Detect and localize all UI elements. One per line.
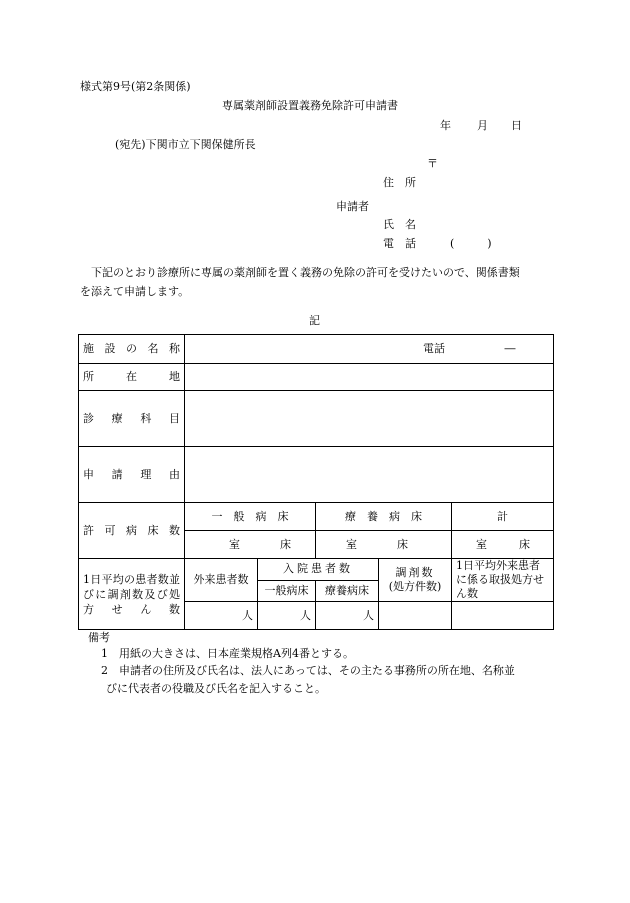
outpatients-unit: 人: [242, 608, 253, 622]
inpatients-header: 入院患者数: [258, 559, 379, 581]
name-label: 氏 名: [383, 218, 416, 231]
date-month: 月: [477, 119, 488, 132]
ki-heading: 記: [309, 314, 320, 327]
care-beds-header: 療 養 病 床: [316, 503, 452, 531]
body-text-line1: 下記のとおり診療所に専属の薬剤師を置く義務の免除の許可を受けたいので、関係書類: [91, 266, 520, 279]
total-beds-header: 計: [452, 503, 554, 531]
addressee: (宛先)下関市立下関保健所長: [115, 138, 256, 151]
facility-phone-label: 電話: [423, 342, 445, 355]
postal-mark: 〒: [427, 157, 438, 170]
general-ward-header: 一般病床: [258, 580, 316, 602]
row-departments: [79, 391, 554, 447]
applicant-label: 申請者: [336, 200, 369, 213]
care-ward-field[interactable]: [316, 602, 379, 630]
notes-heading: 備考: [88, 631, 110, 644]
form-number: 様式第9号(第2条関係): [80, 80, 191, 93]
total-beds-field[interactable]: [452, 531, 554, 559]
facility-name-field[interactable]: [185, 335, 554, 364]
location-label: 所在地: [79, 364, 185, 391]
prescriptions-field[interactable]: [452, 602, 554, 630]
care-beds-field[interactable]: [316, 531, 452, 559]
date-year: 年: [440, 119, 451, 132]
general-beds-field[interactable]: [185, 531, 316, 559]
beds-label: 許可病床数: [79, 503, 185, 559]
general-beds-header: 一 般 病 床: [185, 503, 316, 531]
reason-label: 申請理由: [79, 447, 185, 503]
dispensing-header: [379, 559, 452, 602]
note-2-line1: 2 申請者の住所及び氏名は、法人にあっては、その主たる事務所の所在地、名称並: [101, 664, 515, 677]
general-ward-unit: 人: [300, 608, 311, 622]
general-room-unit: 室: [229, 537, 240, 551]
phone-label: 電 話: [383, 237, 416, 250]
care-ward-header: 療養病床: [316, 580, 379, 602]
dispensing-line1: 調剤数: [395, 566, 435, 579]
patients-label: 1日平均の患者数並びに調剤数及び処方せん数: [79, 559, 185, 630]
outpatients-field[interactable]: [185, 602, 258, 630]
general-bed-unit: 床: [280, 537, 291, 551]
reason-field[interactable]: [185, 447, 554, 503]
phone-parentheses: ( ): [450, 237, 492, 250]
application-table: [78, 334, 554, 630]
departments-field[interactable]: [185, 391, 554, 447]
note-1: 1 用紙の大きさは、日本産業規格A列4番とする。: [101, 647, 354, 660]
row-reason: [79, 447, 554, 503]
date-day: 日: [511, 119, 522, 132]
prescriptions-header: 1日平均外来患者に係る取扱処方せん数: [452, 559, 554, 602]
row-beds-header: [79, 503, 554, 531]
row-patients-header-1: [79, 559, 554, 581]
facility-phone-dash: ―: [504, 342, 516, 355]
care-bed-unit: 床: [397, 537, 408, 551]
care-room-unit: 室: [346, 537, 357, 551]
total-bed-unit: 床: [519, 537, 530, 551]
care-ward-unit: 人: [363, 608, 374, 622]
dispensing-line2: (処方件数): [388, 580, 442, 593]
body-text-line2: を添えて申請します。: [80, 285, 190, 298]
address-label: 住 所: [383, 176, 416, 189]
facility-name-label: 施設の名称: [79, 335, 185, 364]
outpatients-header: 外来患者数: [185, 559, 258, 602]
total-room-unit: 室: [476, 537, 487, 551]
departments-label: 診療科目: [79, 391, 185, 447]
row-location: [79, 364, 554, 391]
location-field[interactable]: [185, 364, 554, 391]
general-ward-field[interactable]: [258, 602, 316, 630]
row-facility-name: [79, 335, 554, 364]
note-2-line2: びに代表者の役職及び氏名を記入すること。: [106, 682, 326, 695]
document-title: 専属薬剤師設置義務免除許可申請書: [222, 99, 398, 112]
dispensing-field[interactable]: [379, 602, 452, 630]
